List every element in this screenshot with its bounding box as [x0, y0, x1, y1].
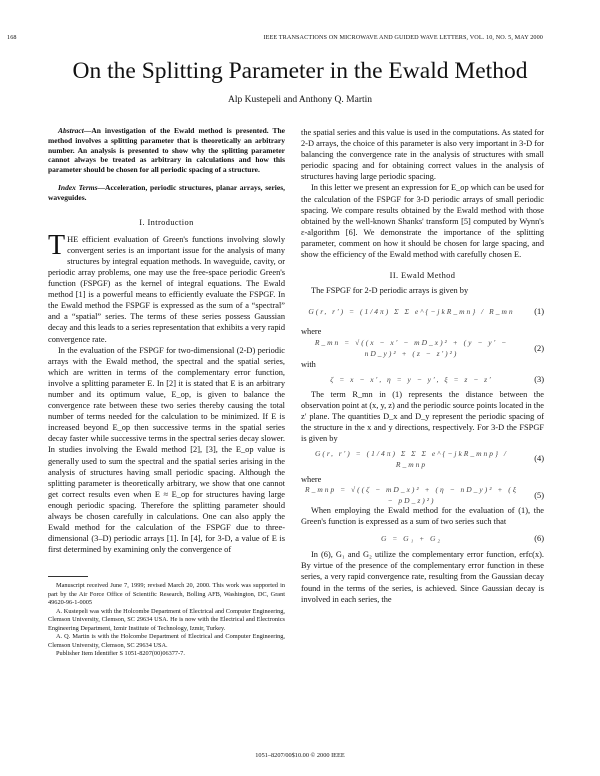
fspgf-2d-intro: The FSPGF for 2-D periodic arrays is given by [311, 286, 469, 296]
right-paragraph-letter: In this letter we present an expression for E_op which can be used for the calculation of the FSPGF for 3-D periodic arrays of small periodic spacing. We compare results obtained by the Ewald method with those obtained by the well-known Shanks' transform [5] computed by Wynn's ε-algorithm [6]. We demonstrate the importance of the splitting parameter, comment on how it should be chosen for large spacing, and show the efficiency of the Ewald method with carefully chosen E. [301, 183, 544, 260]
equation-1-number: (1) [534, 306, 544, 316]
footnote-rule [48, 576, 88, 577]
dropcap: T [48, 229, 66, 261]
right-column [301, 127, 544, 605]
equation-6-number: (6) [534, 533, 544, 543]
equation-6 [301, 527, 544, 549]
equation-3 [301, 371, 544, 389]
right-paragraph-continued: the spatial series and this value is used in the computations. As stated for 2-D arrays, the choice of this parameter is also very important in 3-D for balancing the convergence rate in the analysis of structures with small periodic spacing and for obtaining correct values in the analysis of structures having large periodic spacing. [301, 128, 544, 182]
index-terms-text: Acceleration, periodic structures, planar arrays, series, waveguides. [48, 182, 286, 202]
where-1: where [301, 327, 322, 337]
g1g2-paragraph: In (6), G₁ and G₂ utilize the complementary error function, erfc(x). By virtue of the presence of the complementary error function in these series, a very rapid convergence rate, resulting from the Gaussian decay found in the terms of the series, is achieved. Since Gaussian decay is involved in each series, the [301, 550, 544, 604]
equation-6-body: G = G₁ + G₂ [380, 533, 443, 543]
footnotes [48, 582, 285, 659]
journal-header: IEEE TRANSACTIONS ON MICROWAVE AND GUIDED WAVE LETTERS, VOL. 10, NO. 5, MAY 2000 [263, 34, 543, 41]
intro-paragraph-1-text: HE efficient evaluation of Green's functions involving slowly convergent series is an important issue for the analysis of many structures by integral equation methods. In waveguide, cavity, or periodic array problems, one may use the free-space periodic Green's function (FSPGF) as the kernel of integral equations. The Ewald method [1] is a powerful means to efficiently evaluate the FSPGF. In the Ewald method the FSPGF is expressed as the sum of a “spectral” and a “spatial” series. The terms of these series possess Gaussian decay and this leads to a series representation that exhibits a very rapid convergence rate. [48, 234, 285, 344]
paper-title: On the Splitting Parameter in the Ewald Method [72, 58, 528, 84]
with-label: with [301, 360, 316, 370]
index-terms [48, 183, 285, 203]
equation-2 [301, 337, 544, 359]
equation-5-body: R_mnp = √((ζ − mD_x)² + (η − nD_y)² + (ξ − pD_z)²) [304, 484, 519, 506]
equation-4 [301, 444, 544, 474]
page-number: 168 [7, 34, 17, 41]
ewald-heading: II. Ewald Method [389, 271, 456, 281]
footnote-author-2: A. Q. Martin is with the Holcombe Department of Electrical and Computer Engineering, Clemson University, Clemson, SC 29634 USA. [48, 633, 285, 649]
employ-paragraph: When employing the Ewald method for the evaluation of (1), the Green's function is expressed as a sum of two series such that [301, 506, 544, 527]
equation-5 [301, 485, 544, 505]
abstract-label: Abstract— [58, 126, 92, 135]
footnote-author-1: A. Kustepeli was with the Holcombe Department of Electrical and Computer Engineering, Clemson University, Clemson, SC 29634 USA. He is now with the Electrical and Electronics Engineering Department, Izmir Institute of Technology, Izmir, Turkey. [48, 607, 285, 632]
intro-paragraph-2: In the evaluation of the FSPGF for two-dimensional (2-D) periodic arrays with the Ewald method, the spectral and the spatial series, which are written in terms of the complementary error function, involve a splitting parameter E. In [2] it is stated that E is an arbitrary number and its optimum value, E_op, is given to balance the convergence rate between these two series thereby causing the total number of terms needed for the calculation to be minimized. If E is increased beyond E_op then successive terms in the spatial series decay faster while successive terms in the spectral series decay slower. In studies involving the Ewald method [2], [3], the E_op value is generally used to sum the spectral and the spatial series arising in the analysis of structures having small periodic spacing. Although the splitting parameter is theoretically arbitrary, we show that one cannot get correct results even when E ≈ E_op for structures having large enough periodic spacing. Therefore the splitting parameter should always be chosen carefully in calculations. One can also apply the Ewald method for the calculation of the FSPGF due to three-dimensional (3–D) periodic arrays [1]. In [4], for 3-D, a value of E is first determined by examining only the convergence of [48, 345, 285, 555]
footnote-received: Manuscript received June 7, 1999; revised March 20, 2000. This work was supported in part by the Air Force Office of Scientific Research, Bolling AFB, Washington, DC, Grant 49620-96-1-0005 [48, 582, 285, 606]
copyright-line: 1051–8207/00$10.00 © 2000 IEEE [255, 752, 345, 759]
authors: Alp Kustepeli and Anthony Q. Martin [227, 95, 373, 105]
left-column [48, 126, 285, 555]
abstract [48, 126, 285, 175]
index-terms-label: Index Terms— [58, 182, 106, 192]
term-paragraph: The term R_mn in (1) represents the distance between the observation point at (x, y, z) and the periodic source points located in the z′ plane. The quantities D_x and D_y represent the periodic spacing of the structure in the x and y directions, respectively. For 3-D the FSPGF is given by [301, 389, 544, 443]
where-2: where [301, 474, 322, 484]
equation-2-body: R_mn = √((x − x′ − mD_x)² + (y − y′ − nD_y)² + (z − z′)²) [314, 338, 509, 359]
footnote-publisher: Publisher Item Identifier S 1051-8207(00)06377-7. [56, 650, 185, 657]
intro-heading: I. Introduction [139, 217, 194, 227]
intro-paragraph-1 [48, 229, 285, 345]
equation-1 [301, 296, 544, 326]
equation-1-body: G(r, r′) = (1/4π) Σ Σ e^{−jkR_mn} / R_mn [308, 306, 515, 316]
equation-2-number: (2) [534, 343, 544, 353]
equation-3-body: ζ = x − x′, η = y − y′, ξ = z − z′ [330, 374, 493, 384]
equation-3-number: (3) [534, 374, 544, 384]
equation-4-body: G(r, r′) = (1/4π) Σ Σ Σ e^{−jkR_mnp} / R_mnp [315, 448, 508, 469]
equation-5-number: (5) [534, 490, 544, 500]
abstract-text: An investigation of the Ewald method is presented. The method involves a splitting parameter that is theoretically an arbitrary number. An analysis is presented to show why the splitting parameter cannot always be treated as arbitrary in calculations and how this parameter should be chosen for all periodic spacing of a structure. [48, 126, 285, 175]
equation-4-number: (4) [534, 454, 544, 464]
